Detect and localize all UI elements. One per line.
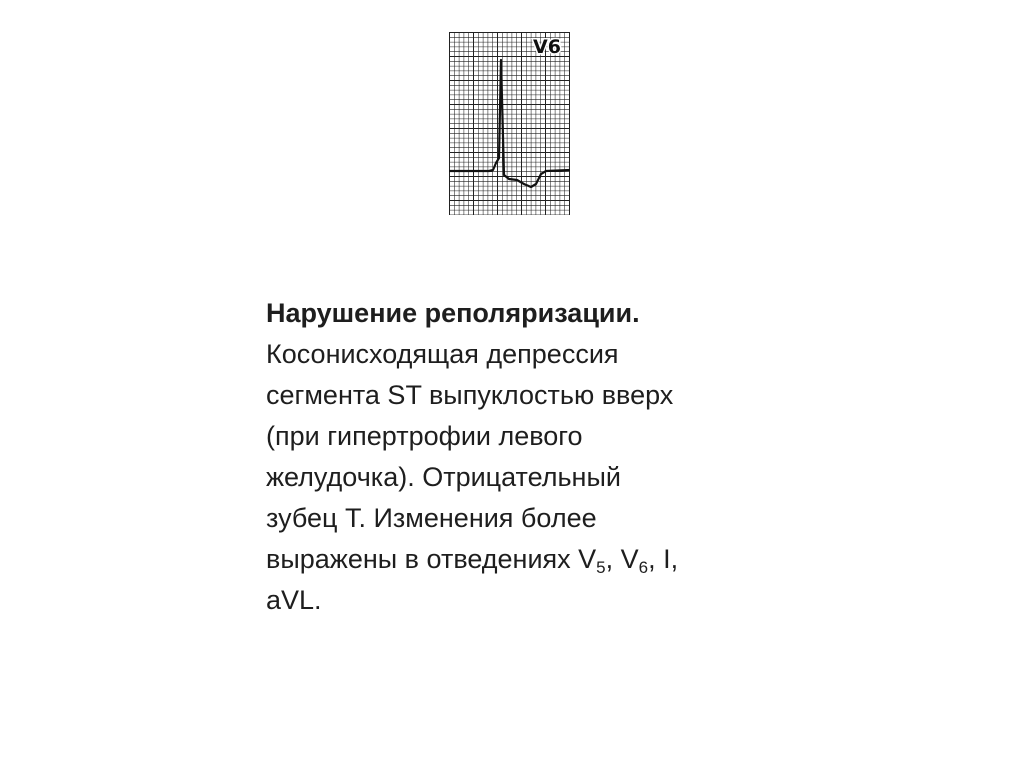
lead-v5-subscript: 5	[596, 558, 606, 577]
description-line-4: желудочка). Отрицательный	[266, 462, 621, 492]
ecg-lead-label: V6	[533, 36, 561, 58]
description-line-3: (при гипертрофии левого	[266, 421, 583, 451]
leads-suffix: , I,	[648, 544, 679, 574]
description-line-5: зубец Т. Изменения более	[266, 503, 597, 533]
description-last-line: aVL.	[266, 585, 322, 615]
description-text	[266, 293, 766, 621]
leads-separator: , V	[605, 544, 639, 574]
description-line-2: сегмента ST выпуклостью вверх	[266, 380, 674, 410]
lead-v6-subscript: 6	[638, 558, 649, 577]
description-leads-line	[266, 539, 766, 580]
description-heading: Нарушение реполяризации.	[266, 298, 640, 328]
ecg-strip-image	[449, 32, 570, 215]
description-line-1: Косонисходящая депрессия	[266, 339, 619, 369]
leads-prefix: выражены в отведениях V	[266, 544, 597, 574]
ecg-strip-figure	[449, 32, 570, 215]
